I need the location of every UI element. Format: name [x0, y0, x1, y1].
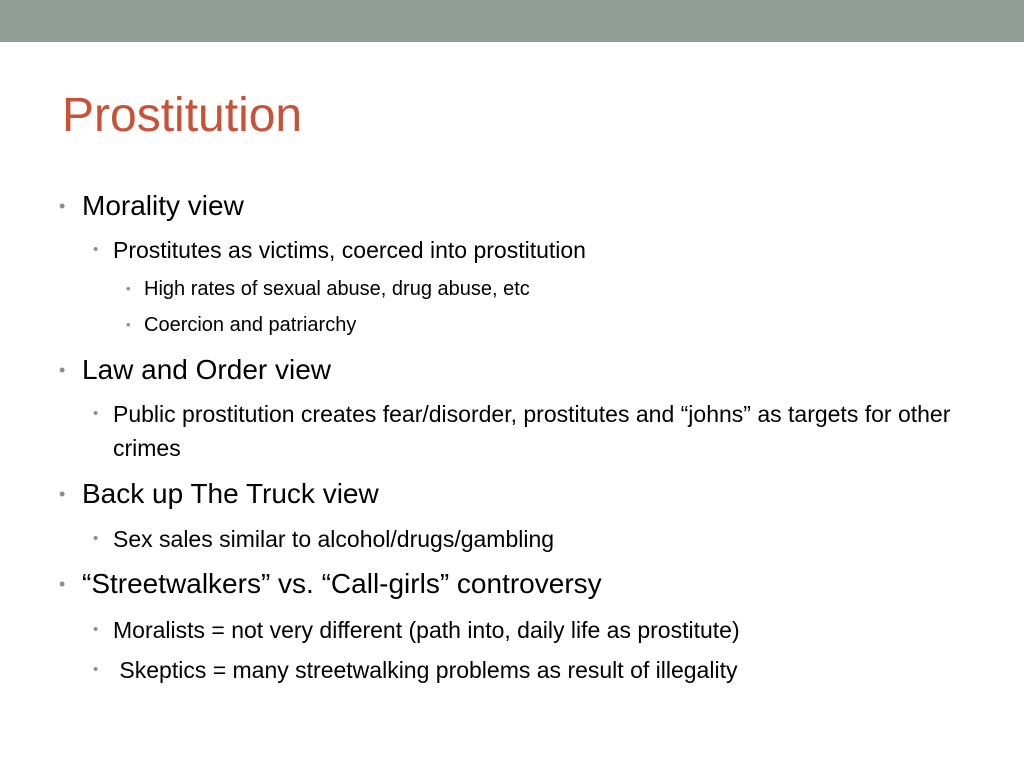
bullet-victims — [93, 233, 586, 267]
bullet-text: Moralists = not very different (path into, daily life as prostitute) — [113, 617, 740, 643]
bullet-public-prostitution — [93, 397, 963, 465]
bullet-sex-sales — [93, 522, 555, 556]
bullet-text: Skeptics = many streetwalking problems as result of illegality — [113, 657, 738, 683]
bullet-text: Sex sales similar to alcohol/drugs/gambling — [113, 526, 555, 552]
bullet-morality-view — [59, 189, 244, 223]
bullet-marker: • — [93, 530, 99, 547]
bullet-marker: • — [93, 661, 99, 678]
bullet-text: Prostitutes as victims, coerced into prostitution — [113, 237, 586, 263]
bullet-text: Coercion and patriarchy — [144, 314, 357, 336]
bullet-text: Public prostitution creates fear/disorder, prostitutes and “johns” as targets for other crimes — [113, 401, 951, 461]
bullet-marker: • — [59, 484, 66, 504]
bullet-marker: • — [93, 405, 99, 422]
bullet-marker: • — [93, 621, 99, 638]
bullet-marker: • — [126, 317, 131, 332]
bullet-text: “Streetwalkers” vs. “Call-girls” controversy — [82, 568, 602, 599]
bullet-text: Back up The Truck view — [82, 478, 379, 509]
bullet-coercion — [126, 312, 357, 338]
bullet-law-and-order-view — [59, 353, 332, 387]
bullet-streetwalkers-controversy — [59, 567, 602, 601]
slide-title: Prostitution — [62, 89, 303, 142]
bullet-marker: • — [126, 281, 131, 296]
bullet-skeptics — [93, 653, 738, 687]
bullet-marker: • — [59, 196, 66, 216]
bullet-back-up-the-truck-view — [59, 477, 379, 511]
bullet-marker: • — [59, 360, 66, 380]
bullet-text: High rates of sexual abuse, drug abuse, etc — [144, 278, 530, 300]
bullet-abuse-rates — [126, 276, 530, 302]
bullet-text: Morality view — [82, 190, 244, 221]
top-band — [0, 0, 1024, 42]
bullet-text: Law and Order view — [82, 354, 332, 385]
bullet-moralists — [93, 613, 740, 647]
bullet-marker: • — [93, 241, 99, 258]
bullet-marker: • — [59, 574, 66, 594]
